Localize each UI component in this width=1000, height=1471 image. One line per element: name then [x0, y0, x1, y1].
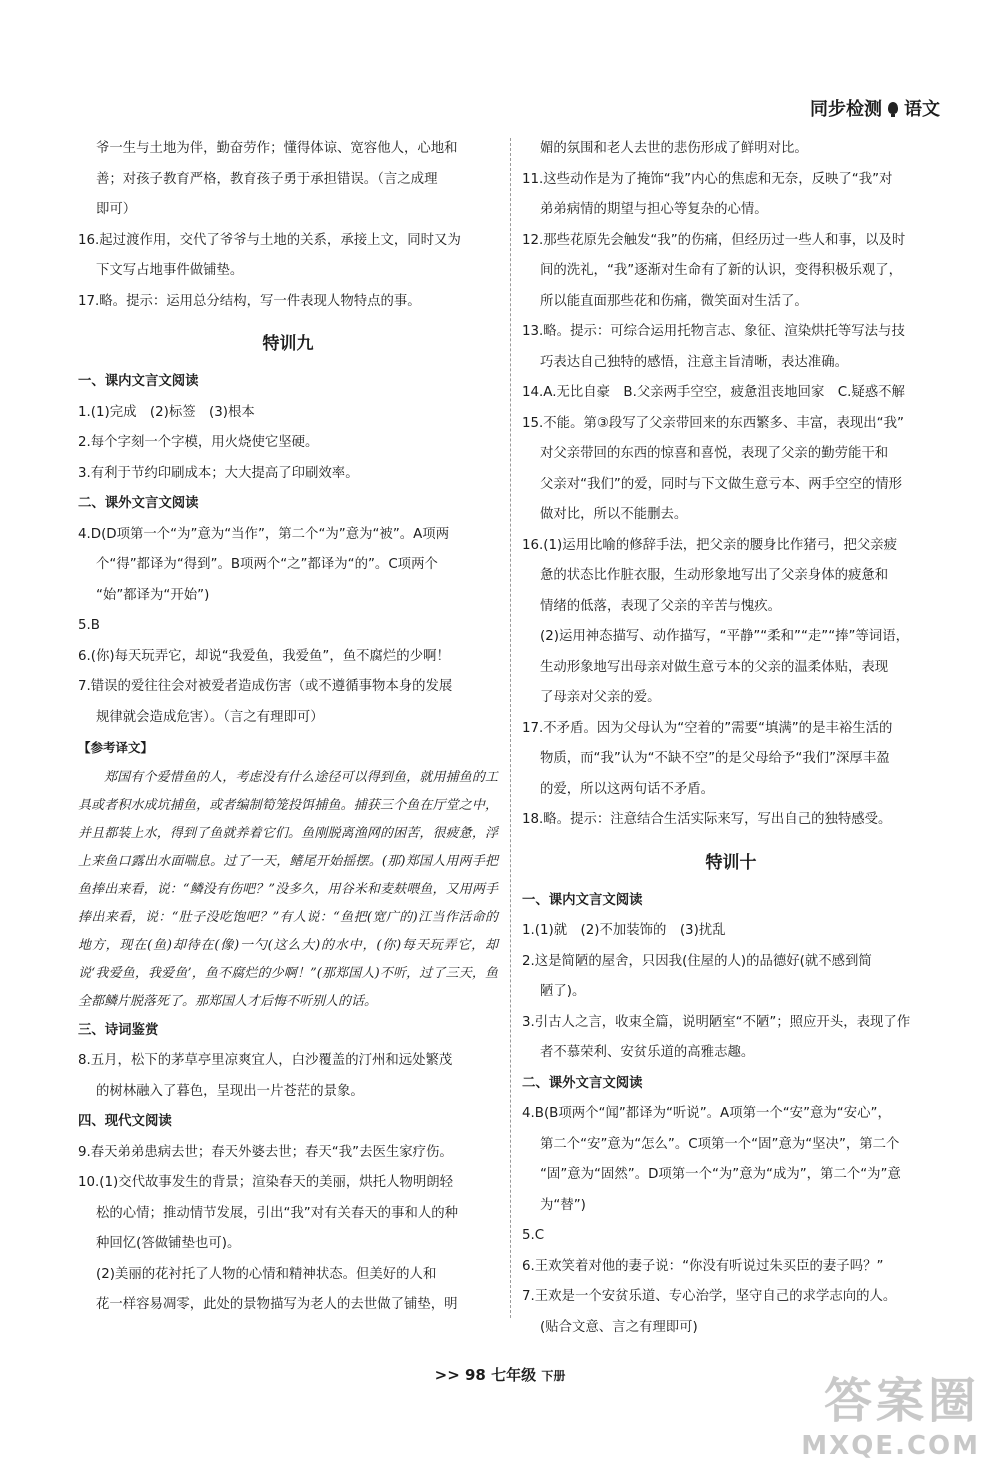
answer-12: 12.那些花原先会触发“我”的伤痛，但经历过一些人和事，以及时 [522, 232, 906, 248]
answer-line: 的爱，所以这两句话不矛盾。 [540, 781, 715, 797]
answer-line: 父亲对“我们”的爱，同时与下文做生意亏本、两手空空的情形 [540, 476, 903, 492]
column-divider [510, 138, 511, 1318]
answer-4: 4.D(D项第一个“为”意为“当作”，第二个“为”意为“被”。A项两 [78, 526, 450, 542]
answer-6: 6.王欢笑着对他的妻子说：“你没有听说过朱买臣的妻子吗？” [522, 1258, 884, 1274]
answer-line: 个“得”都译为“得到”。B项两个“之”都译为“的”。C项两个 [96, 557, 438, 572]
answer-17: 17.不矛盾。因为父母认为“空着的”需要“填满”的是丰裕生活的 [522, 720, 893, 736]
answer-18: 18.略。提示：注意结合生活实际来写，写出自己的独特感受。 [522, 812, 892, 827]
answer-9: 9.春天弟弟患病去世；春天外婆去世；春天“我”去医生家疗伤。 [78, 1144, 453, 1160]
answer-line: 陋了)。 [540, 984, 586, 999]
left-column [78, 134, 498, 1321]
page-header [810, 95, 940, 121]
subsection-heading: 一、课内文言文阅读 [78, 374, 199, 389]
answer-line: 种回忆(答做铺垫也可)。 [96, 1236, 241, 1251]
subject-title: 语文 [904, 99, 940, 120]
answer-line: “固”意为“固然”。D项第一个“为”意为“成为”，第二个“为”意 [540, 1167, 901, 1182]
answer-line: “始”都译为“开始”) [96, 587, 210, 603]
reference-translation-title: 【参考译文】 [78, 740, 154, 755]
answer-line: 者不慕荣利、安贫乐道的高雅志趣。 [540, 1045, 755, 1060]
answer-16: 16.起过渡作用，交代了爷爷与土地的关系，承接上文，同时又为 [78, 232, 461, 248]
answer-15: 15.不能。第③段写了父亲带回来的东西繁多、丰富，表现出“我” [522, 415, 904, 431]
answer-line: 花一样容易凋零，此处的景物描写为老人的去世做了铺垫，明 [96, 1297, 458, 1312]
answer-line: 第二个“安”意为“怎么”。C项第一个“固”意为“坚决”，第二个 [540, 1136, 900, 1152]
answer-line: 即可） [96, 202, 137, 217]
answer-line: 善；对孩子教育严格，教育孩子勇于承担错误。（言之成理 [96, 171, 438, 187]
answer-7: 7.王欢是一个安贫乐道、专心治学，坚守自己的求学志向的人。 [522, 1289, 897, 1304]
watermark [801, 1362, 980, 1461]
answer-line: 所以能直面那些花和伤痛，微笑面对生活了。 [540, 293, 808, 309]
subsection-heading: 四、现代文阅读 [78, 1114, 172, 1129]
answer-line: (2)运用神态描写、动作描写，“平静”“柔和”“走”“捧”等词语， [540, 629, 910, 644]
subsection-heading: 二、课外文言文阅读 [522, 1075, 643, 1091]
answer-line: 间的洗礼，“我”逐渐对生命有了新的认识，变得积极乐观了， [540, 263, 903, 278]
answer-7: 7.错误的爱往往会对被爱者造成伤害（或不遵循事物本身的发展 [78, 679, 453, 694]
answer-line: 惫的状态比作脏衣服，生动形象地写出了父亲身体的疲惫和 [540, 568, 889, 583]
section-title-10: 特训十 [705, 852, 757, 873]
answer-line: 下文写占地事件做铺垫。 [96, 263, 244, 278]
answer-11: 11.这些动作是为了掩饰“我”内心的焦虑和无奈，反映了“我”对 [522, 171, 893, 187]
watermark-text: 答案圈 [823, 1373, 980, 1429]
right-column [522, 134, 940, 1343]
answer-line: 为“替”) [540, 1197, 586, 1213]
answer-line: 巧表达自己独特的感悟，注意主旨清晰，表达准确。 [540, 354, 848, 370]
answer-3: 3.引古人之言，收束全篇，说明陋室“不陋”；照应开头，表现了作 [522, 1014, 911, 1030]
answer-3: 3.有利于节约印刷成本；大大提高了印刷效率。 [78, 465, 359, 481]
answer-line: 弟弟病情的期望与担心等复杂的心情。 [540, 202, 768, 217]
answer-16: 16.(1)运用比喻的修辞手法，把父亲的腰身比作猪弓，把父亲疲 [522, 537, 898, 553]
answer-line: 了母亲对父亲的爱。 [540, 690, 661, 705]
answer-line: 规律就会造成危害）。（言之有理即可） [96, 709, 324, 725]
answer-line: 松的心情；推动情节发展，引出“我”对有关春天的事和人的种 [96, 1205, 459, 1221]
answer-line: 对父亲带回的东西的惊喜和喜悦，表现了父亲的勤劳能干和 [540, 446, 889, 461]
grade-label: 七年级 [491, 1366, 537, 1384]
answer-line: 做对比，所以不能删去。 [540, 507, 688, 522]
section-title-9: 特训九 [262, 334, 314, 354]
answer-1: 1.(1)就 (2)不加装饰的 (3)扰乱 [522, 923, 726, 938]
answer-2: 2.这是简陋的屋舍，只因我(住屋的人)的品德好(就不感到简 [522, 953, 872, 969]
answer-8: 8.五月，松下的茅草亭里凉爽宜人，白沙覆盖的汀州和远处繁茂 [78, 1053, 453, 1068]
answer-17: 17.略。提示：运用总分结构，写一件表现人物特点的事。 [78, 293, 421, 309]
answer-13: 13.略。提示：可综合运用托物言志、象征、渲染烘托等写法与技 [522, 324, 905, 339]
answer-5: 5.C [522, 1228, 545, 1243]
watermark-url: MXQE.COM [801, 1431, 980, 1461]
answer-14: 14.A.无比自豪 B.父亲两手空空，疲惫沮丧地回家 C.疑惑不解 [522, 385, 905, 400]
subsection-heading: 二、课外文言文阅读 [78, 496, 199, 511]
answer-line: (贴合文意、言之有理即可) [540, 1319, 698, 1335]
answer-line: 爷一生与土地为伴，勤奋劳作；懂得体谅、宽容他人，心地和 [96, 141, 458, 156]
page-number: 98 [465, 1366, 486, 1384]
answer-5: 5.B [78, 618, 100, 633]
answer-line: 媚的氛围和老人去世的悲伤形成了鲜明对比。 [540, 141, 808, 156]
subsection-heading: 一、课内文言文阅读 [522, 892, 643, 908]
volume-label: 下册 [541, 1369, 566, 1383]
answer-4: 4.B(B项两个“闻”都译为“听说”。A项第一个“安”意为“安心”， [522, 1106, 891, 1121]
answer-10: 10.(1)交代故事发生的背景；渲染春天的美丽，烘托人物明朗轻 [78, 1175, 454, 1190]
arrow-icon: >> [434, 1366, 460, 1384]
series-title: 同步检测 [810, 99, 882, 120]
lightbulb-icon [888, 102, 898, 114]
reference-translation: 郑国有个爱惜鱼的人，考虑没有什么途径可以得到鱼，就用捕鱼的工具或者积水成坑捕鱼，或者编制筍笼投饵捕鱼。捕获三个鱼在厅堂之中，并且都装上水，得到了鱼就养着它们。鱼刚脱离渔网的困苦，很疲惫，浮上来鱼口露出水面喘息。过了一天，鳍尾开始摇摆。(那)郑国人用两手把鱼捧出来看，说：“鳞没有伤吧？”没多久，用谷米和麦麸喂鱼，又用两手捧出来看，说：“肚子没吃饱吧？”有人说：“鱼把(宽广的)江当作活命的地方，现在(鱼)却待在(像)一勺(这么大)的水中，(你)每天玩弄它，却说‘我爱鱼，我爱鱼’，鱼不腐烂的少啊！”(那郑国人)不听，过了三天，鱼全都鳞片脱落死了。那郑国人才后悔不听别人的话。 [78, 769, 498, 1009]
answer-6: 6.(你)每天玩弄它，却说“我爱鱼，我爱鱼”，鱼不腐烂的少啊！ [78, 648, 450, 664]
answer-line: 物质，而“我”认为“不缺不空”的是父母给予“我们”深厚丰盈 [540, 751, 890, 766]
answer-line: 的树林融入了暮色，呈现出一片苍茫的景象。 [96, 1083, 364, 1099]
answer-line: (2)美丽的花衬托了人物的心情和精神状态。但美好的人和 [96, 1266, 437, 1282]
subsection-heading: 三、诗词鉴赏 [78, 1022, 159, 1038]
answer-line: 生动形象地写出母亲对做生意亏本的父亲的温柔体贴，表现 [540, 659, 889, 675]
answer-line: 情绪的低落，表现了父亲的辛苦与愧疚。 [540, 598, 782, 614]
answer-2: 2.每个字刻一个字模，用火烧使它坚硬。 [78, 435, 319, 450]
answer-1: 1.(1)完成 (2)标签 (3)根本 [78, 404, 255, 420]
